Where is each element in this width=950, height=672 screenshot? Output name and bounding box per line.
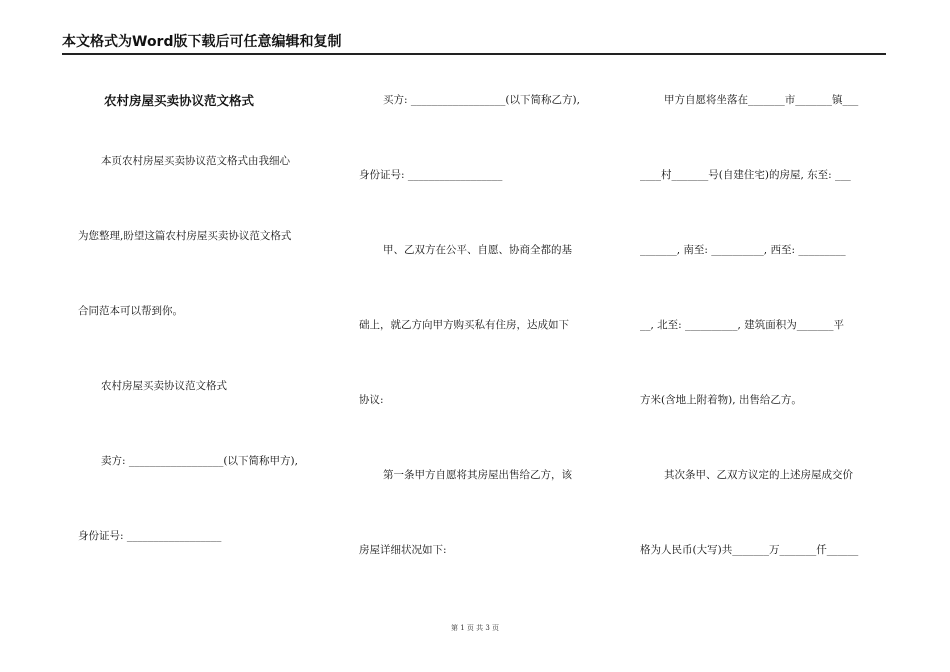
middle-line-6: 第一条甲方自愿将其房屋出售给乙方，该 [383,469,572,481]
left-line-2: 为您整理,盼望这篇农村房屋买卖协议范文格式 [78,230,292,242]
middle-line-2: 身份证号: __________________ [359,169,503,181]
left-line-3: 合同范本可以帮到你。 [78,305,183,317]
right-line-6: 其次条甲、乙双方议定的上述房屋成交价 [664,469,853,481]
page-indicator: 第 1 页 共 3 页 [450,624,500,632]
right-line-3: _______, 南至: __________, 西至: _________ [640,244,846,256]
right-line-2: ____村_______号(自建住宅)的房屋, 东至: ___ [640,169,851,181]
left-line-4: 农村房屋买卖协议范文格式 [101,380,227,392]
left-line-6: 身份证号: __________________ [78,530,222,542]
middle-line-1: 买方: __________________(以下简称乙方), [383,94,580,106]
middle-line-5: 协议: [359,394,384,406]
document-header [62,33,886,55]
left-line-5: 卖方: __________________(以下简称甲方), [101,455,298,467]
right-line-7: 格为人民币(大写)共_______万_______仟______ [640,544,859,556]
document-title: 农村房屋买卖协议范文格式 [104,93,255,108]
right-line-4: __, 北至: __________, 建筑面积为_______平 [640,319,844,331]
middle-line-7: 房屋详细状况如下: [359,544,447,556]
left-line-1: 本页农村房屋买卖协议范文格式由我细心 [101,155,290,167]
right-line-1: 甲方自愿将坐落在_______市_______镇___ [664,94,859,106]
header-title: 本文格式为Word版下载后可任意编辑和复制 [62,34,342,50]
middle-line-4: 础上，就乙方向甲方购买私有住房，达成如下 [359,319,569,331]
right-line-5: 方米(含地上附着物), 出售给乙方。 [640,394,802,406]
middle-line-3: 甲、乙双方在公平、自愿、协商全都的基 [383,244,572,256]
